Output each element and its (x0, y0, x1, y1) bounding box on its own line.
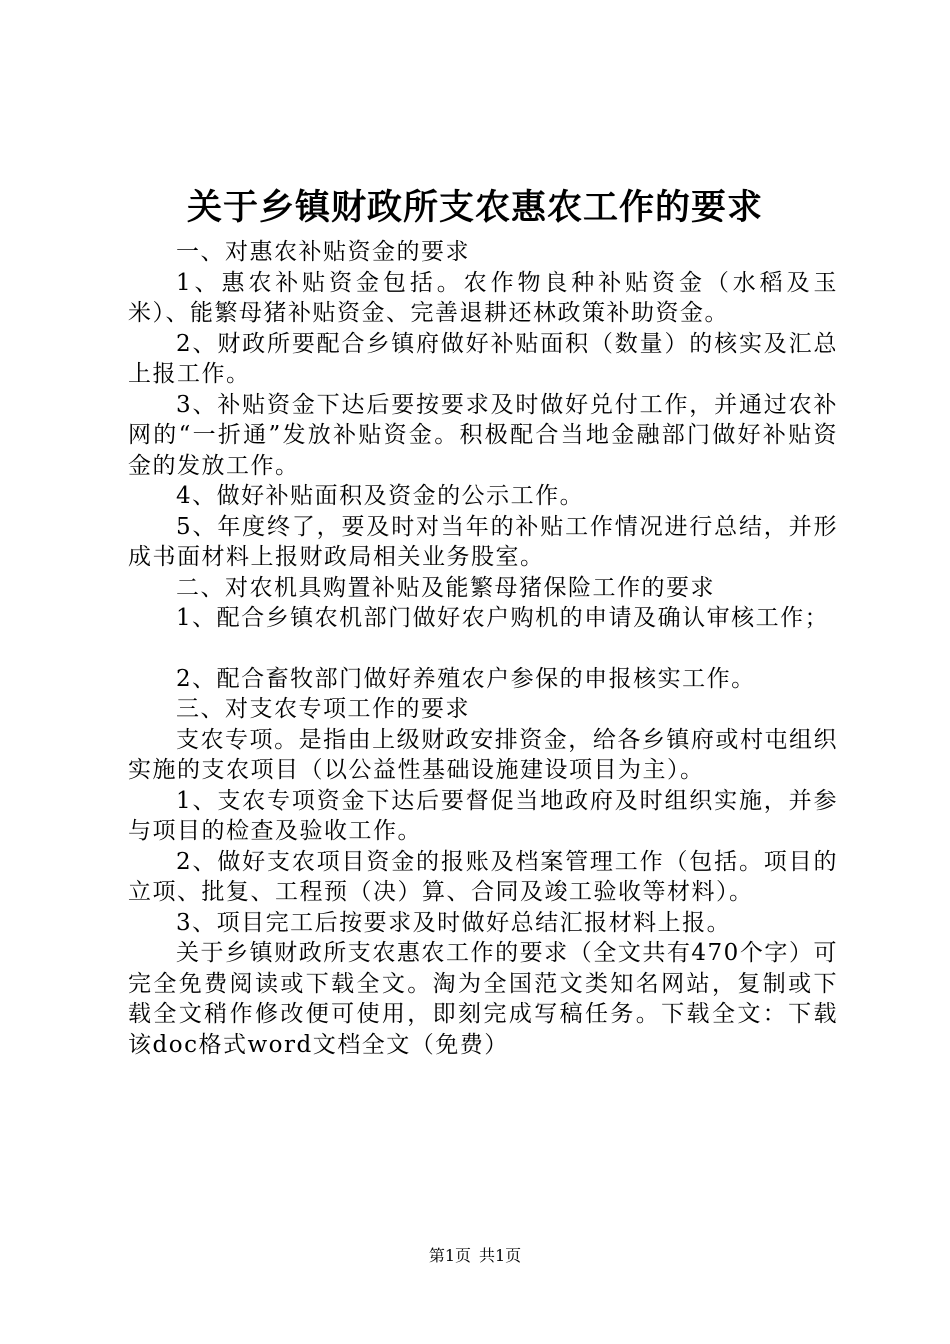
paragraph: 2、财政所要配合乡镇府做好补贴面积（数量）的核实及汇总上报工作。 (128, 330, 838, 387)
paragraph: 1、配合乡镇农机部门做好农户购机的申请及确认审核工作； (176, 605, 830, 631)
paragraph: 3、项目完工后按要求及时做好总结汇报材料上报。 (176, 909, 732, 936)
page-number-current: 第1页 (428, 1246, 471, 1265)
paragraph: 5、年度终了，要及时对当年的补贴工作情况进行总结，并形成书面材料上报财政局相关业务股室。 (128, 513, 838, 570)
paragraph: 1、支农专项资金下达后要督促当地政府及时组织实施，并参与项目的检查及验收工作。 (128, 787, 838, 844)
paragraph: 2、做好支农项目资金的报账及档案管理工作（包括。项目的立项、批复、工程预（决）算、合同及竣工验收等材料）。 (128, 848, 838, 905)
paragraph: 1、惠农补贴资金包括。农作物良种补贴资金（水稻及玉米）、能繁母猪补贴资金、完善退耕还林政策补助资金。 (128, 269, 838, 326)
document-body (128, 237, 838, 1060)
section-heading-1: 一、对惠农补贴资金的要求 (176, 239, 470, 265)
document-title: 关于乡镇财政所支农惠农工作的要求 (186, 187, 763, 228)
paragraph: 支农专项。是指由上级财政安排资金，给各乡镇府或村屯组织实施的支农项目（以公益性基础设施建设项目为主）。 (128, 726, 838, 783)
page-footer (0, 1244, 950, 1268)
page-number-total: 共1页 (479, 1246, 522, 1265)
paragraph: 3、补贴资金下达后要按要求及时做好兑付工作，并通过农补网的“一折通”发放补贴资金。积极配合当地金融部门做好补贴资金的发放工作。 (128, 391, 838, 479)
section-heading-2: 二、对农机具购置补贴及能繁母猪保险工作的要求 (176, 574, 715, 601)
paragraph: 2、配合畜牧部门做好养殖农户参保的申报核实工作。 (176, 665, 756, 692)
section-heading-3: 三、对支农专项工作的要求 (176, 696, 470, 722)
download-notice-paragraph: 关于乡镇财政所支农惠农工作的要求（全文共有470个字）可完全免费阅读或下载全文。淘为全国范文类知名网站，复制或下载全文稍作修改便可使用，即刻完成写稿任务。下载全文：下载该doc格式word文档全文（免费） (128, 940, 838, 1058)
paragraph: 4、做好补贴面积及资金的公示工作。 (176, 483, 585, 509)
